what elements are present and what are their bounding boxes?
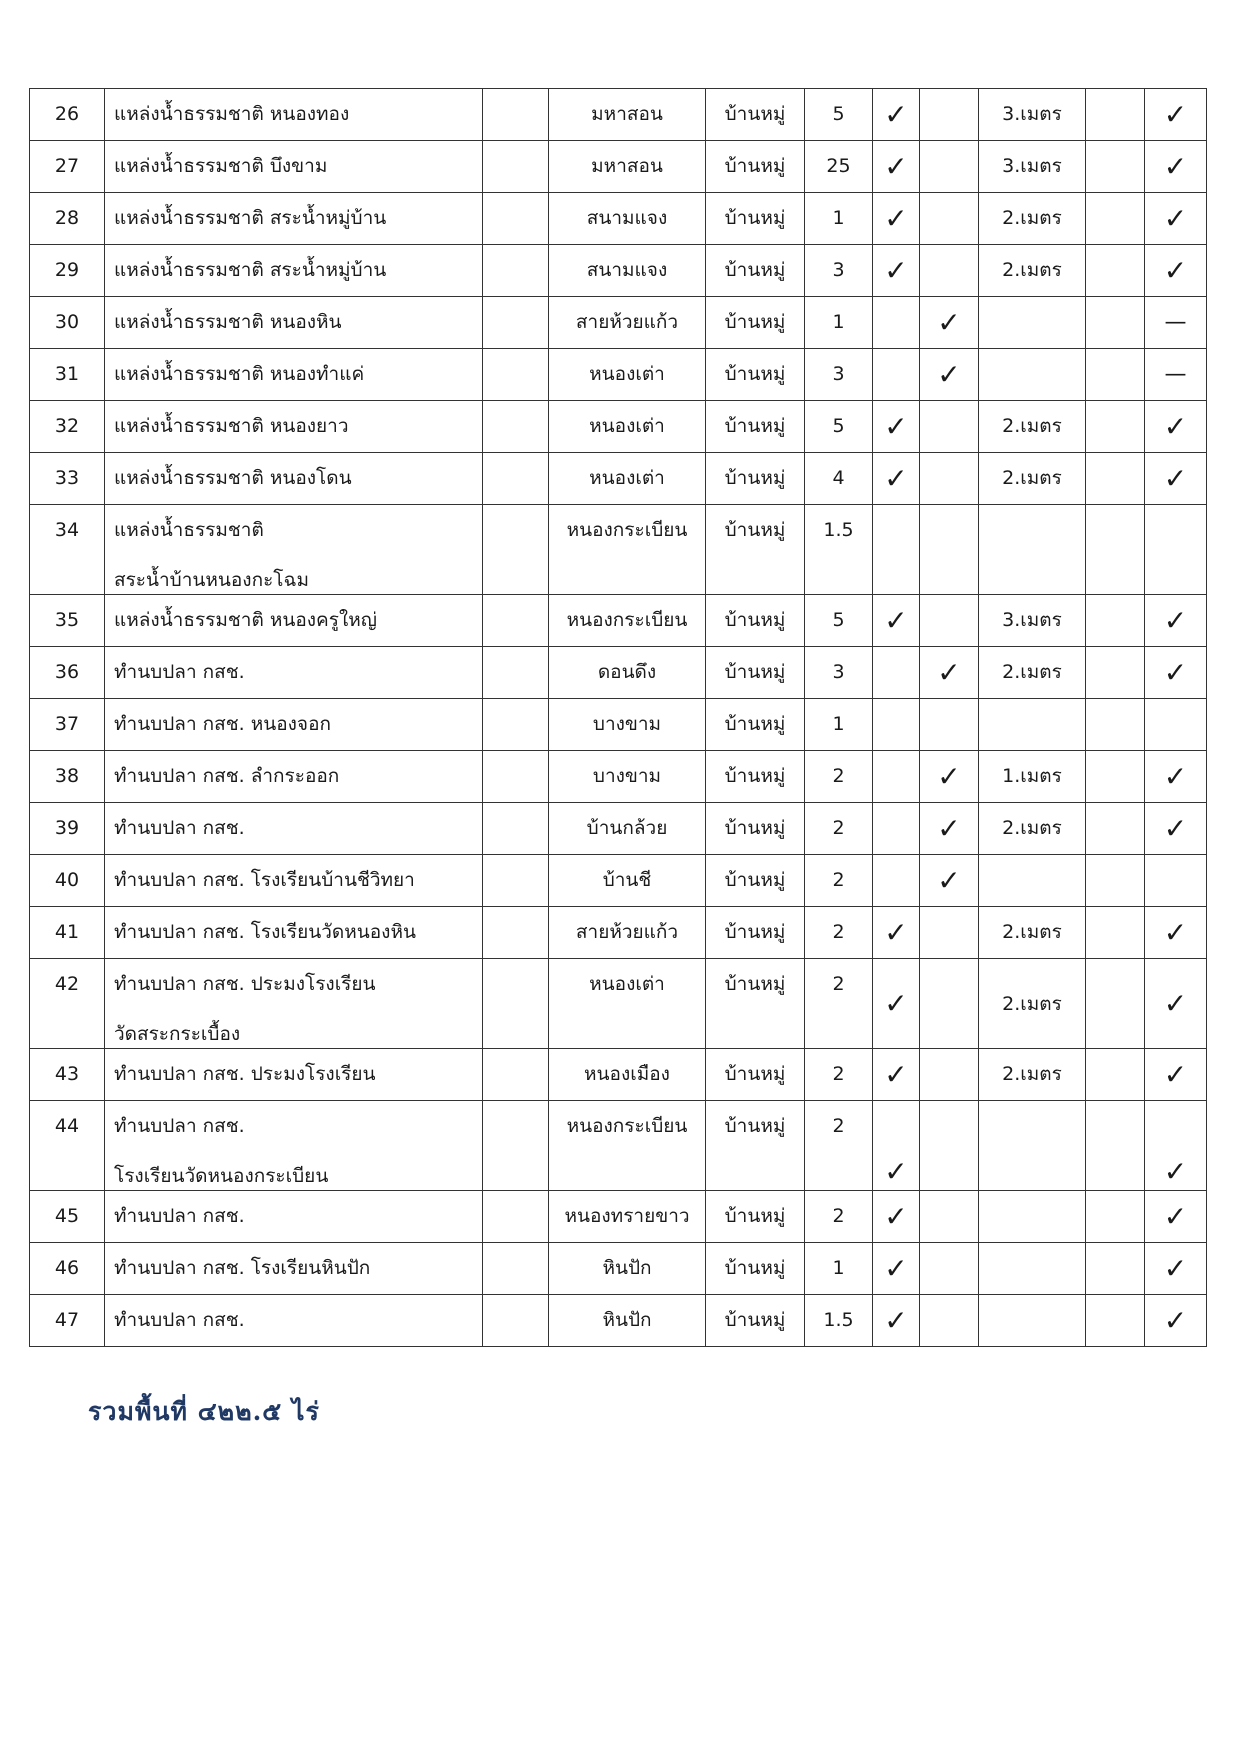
village-label: บ้านหมู่ <box>706 245 805 297</box>
check-mark-1: ✓ <box>873 1243 920 1295</box>
water-sources-table <box>29 88 1207 1347</box>
village-number: 1 <box>805 699 873 751</box>
check-mark-1: ✓ <box>873 959 920 1049</box>
row-number: 45 <box>30 1191 105 1243</box>
check-mark-2 <box>920 141 979 193</box>
check-mark-1 <box>873 297 920 349</box>
village-label: บ้านหมู่ <box>706 1295 805 1347</box>
check-mark-3 <box>1086 1191 1145 1243</box>
name-line: แหล่งน้ำธรรมชาติ หนองทำแค่ <box>114 363 365 385</box>
depth: 2.เมตร <box>979 453 1086 505</box>
subdistrict: บ้านชี <box>549 855 706 907</box>
subdistrict: สายห้วยแก้ว <box>549 907 706 959</box>
subdistrict: หนองเต่า <box>549 401 706 453</box>
water-source-name <box>105 699 483 751</box>
subdistrict: มหาสอน <box>549 141 706 193</box>
water-source-name <box>105 453 483 505</box>
water-source-name <box>105 803 483 855</box>
check-mark-4: ✓ <box>1145 1243 1207 1295</box>
check-mark-2 <box>920 401 979 453</box>
village-label: บ้านหมู่ <box>706 1191 805 1243</box>
check-mark-4: ✓ <box>1145 245 1207 297</box>
water-source-name <box>105 1191 483 1243</box>
blank-cell <box>483 907 549 959</box>
name-line: ทำนบปลา กสช. ประมงโรงเรียน <box>114 1063 376 1085</box>
depth <box>979 505 1086 595</box>
row-number: 34 <box>30 505 105 595</box>
water-source-name <box>105 1049 483 1101</box>
village-number: 1.5 <box>805 505 873 595</box>
depth <box>979 699 1086 751</box>
check-mark-3 <box>1086 647 1145 699</box>
check-mark-2 <box>920 959 979 1049</box>
row-number: 47 <box>30 1295 105 1347</box>
village-label: บ้านหมู่ <box>706 855 805 907</box>
table-row <box>30 1101 1207 1191</box>
table-row <box>30 907 1207 959</box>
total-area: รวมพื้นที่ ๔๒๒.๕ ไร่ <box>88 1397 320 1426</box>
row-number: 26 <box>30 89 105 141</box>
village-label: บ้านหมู่ <box>706 959 805 1049</box>
blank-cell <box>483 505 549 595</box>
check-mark-4: ✓ <box>1145 959 1207 1049</box>
blank-cell <box>483 647 549 699</box>
check-mark-4 <box>1145 699 1207 751</box>
check-mark-2 <box>920 1191 979 1243</box>
blank-cell <box>483 141 549 193</box>
water-source-name <box>105 349 483 401</box>
check-mark-3 <box>1086 1295 1145 1347</box>
village-label: บ้านหมู่ <box>706 89 805 141</box>
table-row <box>30 245 1207 297</box>
table-row <box>30 505 1207 595</box>
check-mark-2: ✓ <box>920 647 979 699</box>
water-source-name <box>105 1295 483 1347</box>
blank-cell <box>483 959 549 1049</box>
check-mark-4: ✓ <box>1145 1101 1207 1191</box>
village-label: บ้านหมู่ <box>706 141 805 193</box>
check-mark-2 <box>920 1049 979 1101</box>
name-line: วัดสระกระเบื้อง <box>114 1023 241 1045</box>
row-number: 36 <box>30 647 105 699</box>
village-label: บ้านหมู่ <box>706 699 805 751</box>
water-source-name <box>105 89 483 141</box>
check-mark-1: ✓ <box>873 907 920 959</box>
water-source-name <box>105 193 483 245</box>
water-source-name <box>105 245 483 297</box>
depth: 3.เมตร <box>979 141 1086 193</box>
check-mark-4: ✓ <box>1145 751 1207 803</box>
village-label: บ้านหมู่ <box>706 1101 805 1191</box>
subdistrict: มหาสอน <box>549 89 706 141</box>
name-line: แหล่งน้ำธรรมชาติ บึงขาม <box>114 155 328 177</box>
water-source-name <box>105 401 483 453</box>
check-mark-1: ✓ <box>873 595 920 647</box>
subdistrict: หินปัก <box>549 1243 706 1295</box>
check-mark-3 <box>1086 193 1145 245</box>
name-line: แหล่งน้ำธรรมชาติ หนองทอง <box>114 103 350 125</box>
row-number: 41 <box>30 907 105 959</box>
village-number: 2 <box>805 1191 873 1243</box>
check-mark-2: ✓ <box>920 297 979 349</box>
subdistrict: หินปัก <box>549 1295 706 1347</box>
village-number: 2 <box>805 959 873 1049</box>
table-row <box>30 141 1207 193</box>
name-line: แหล่งน้ำธรรมชาติ สระน้ำหมู่บ้าน <box>114 259 387 281</box>
check-mark-3 <box>1086 595 1145 647</box>
village-label: บ้านหมู่ <box>706 401 805 453</box>
water-source-name <box>105 959 483 1049</box>
name-line: ทำนบปลา กสช. โรงเรียนบ้านชีวิทยา <box>114 869 415 891</box>
depth: 2.เมตร <box>979 193 1086 245</box>
water-source-name <box>105 907 483 959</box>
village-number: 2 <box>805 803 873 855</box>
blank-cell <box>483 751 549 803</box>
row-number: 42 <box>30 959 105 1049</box>
check-mark-3 <box>1086 1101 1145 1191</box>
depth: 2.เมตร <box>979 959 1086 1049</box>
subdistrict: บางขาม <box>549 751 706 803</box>
subdistrict: หนองเต่า <box>549 349 706 401</box>
village-number: 25 <box>805 141 873 193</box>
village-label: บ้านหมู่ <box>706 453 805 505</box>
name-line: ทำนบปลา กสช. <box>114 1205 245 1227</box>
name-line: โรงเรียนวัดหนองกระเบียน <box>114 1165 329 1187</box>
check-mark-2 <box>920 193 979 245</box>
check-mark-1: ✓ <box>873 193 920 245</box>
check-mark-1 <box>873 505 920 595</box>
village-number: 3 <box>805 647 873 699</box>
row-number: 46 <box>30 1243 105 1295</box>
village-number: 1 <box>805 193 873 245</box>
check-mark-4: ✓ <box>1145 647 1207 699</box>
blank-cell <box>483 401 549 453</box>
table-row <box>30 751 1207 803</box>
name-line: ทำนบปลา กสช. โรงเรียนวัดหนองหิน <box>114 921 416 943</box>
depth: 2.เมตร <box>979 803 1086 855</box>
village-label: บ้านหมู่ <box>706 647 805 699</box>
check-mark-3 <box>1086 89 1145 141</box>
water-source-name <box>105 855 483 907</box>
village-number: 3 <box>805 245 873 297</box>
check-mark-3 <box>1086 141 1145 193</box>
depth <box>979 1243 1086 1295</box>
village-label: บ้านหมู่ <box>706 349 805 401</box>
blank-cell <box>483 1243 549 1295</box>
blank-cell <box>483 89 549 141</box>
depth: 2.เมตร <box>979 647 1086 699</box>
name-line: แหล่งน้ำธรรมชาติ หนองโดน <box>114 467 352 489</box>
check-mark-2 <box>920 89 979 141</box>
check-mark-3 <box>1086 505 1145 595</box>
water-source-name <box>105 505 483 595</box>
water-source-name <box>105 141 483 193</box>
village-label: บ้านหมู่ <box>706 1243 805 1295</box>
blank-cell <box>483 453 549 505</box>
village-number: 3 <box>805 349 873 401</box>
depth <box>979 349 1086 401</box>
name-line: แหล่งน้ำธรรมชาติ หนองยาว <box>114 415 349 437</box>
check-mark-4 <box>1145 505 1207 595</box>
check-mark-1 <box>873 751 920 803</box>
check-mark-2 <box>920 907 979 959</box>
row-number: 31 <box>30 349 105 401</box>
water-source-name <box>105 647 483 699</box>
subdistrict: หนองกระเบียน <box>549 505 706 595</box>
check-mark-2 <box>920 505 979 595</box>
table-row <box>30 699 1207 751</box>
row-number: 28 <box>30 193 105 245</box>
table-row <box>30 1243 1207 1295</box>
check-mark-3 <box>1086 297 1145 349</box>
blank-cell <box>483 855 549 907</box>
village-number: 4 <box>805 453 873 505</box>
subdistrict: บางขาม <box>549 699 706 751</box>
name-line: แหล่งน้ำธรรมชาติ หนองหิน <box>114 311 342 333</box>
check-mark-4: ✓ <box>1145 907 1207 959</box>
row-number: 27 <box>30 141 105 193</box>
row-number: 37 <box>30 699 105 751</box>
check-mark-1 <box>873 699 920 751</box>
village-number: 1.5 <box>805 1295 873 1347</box>
depth: 3.เมตร <box>979 595 1086 647</box>
check-mark-4: ✓ <box>1145 401 1207 453</box>
row-number: 30 <box>30 297 105 349</box>
blank-cell <box>483 245 549 297</box>
village-label: บ้านหมู่ <box>706 297 805 349</box>
check-mark-1 <box>873 349 920 401</box>
blank-cell <box>483 1191 549 1243</box>
village-label: บ้านหมู่ <box>706 595 805 647</box>
check-mark-2 <box>920 245 979 297</box>
check-mark-3 <box>1086 401 1145 453</box>
check-mark-1: ✓ <box>873 1101 920 1191</box>
check-mark-1: ✓ <box>873 1191 920 1243</box>
village-label: บ้านหมู่ <box>706 803 805 855</box>
check-mark-4: ✓ <box>1145 595 1207 647</box>
blank-cell <box>483 193 549 245</box>
check-mark-3 <box>1086 751 1145 803</box>
depth <box>979 297 1086 349</box>
depth <box>979 1295 1086 1347</box>
subdistrict: สายห้วยแก้ว <box>549 297 706 349</box>
village-number: 1 <box>805 297 873 349</box>
blank-cell <box>483 699 549 751</box>
check-mark-4: ✓ <box>1145 1049 1207 1101</box>
check-mark-3 <box>1086 855 1145 907</box>
village-number: 2 <box>805 1049 873 1101</box>
subdistrict: บ้านกล้วย <box>549 803 706 855</box>
row-number: 32 <box>30 401 105 453</box>
subdistrict: ดอนดึง <box>549 647 706 699</box>
name-line: ทำนบปลา กสช. หนองจอก <box>114 713 331 735</box>
check-mark-4: — <box>1145 297 1207 349</box>
row-number: 29 <box>30 245 105 297</box>
check-mark-4: ✓ <box>1145 193 1207 245</box>
check-mark-1: ✓ <box>873 1295 920 1347</box>
subdistrict: สนามแจง <box>549 193 706 245</box>
name-line: แหล่งน้ำธรรมชาติ หนองครูใหญ่ <box>114 609 377 631</box>
blank-cell <box>483 1049 549 1101</box>
name-line: ทำนบปลา กสช. <box>114 1309 245 1331</box>
table-row <box>30 855 1207 907</box>
table-row <box>30 595 1207 647</box>
check-mark-3 <box>1086 1243 1145 1295</box>
subdistrict: หนองกระเบียน <box>549 1101 706 1191</box>
check-mark-3 <box>1086 959 1145 1049</box>
village-label: บ้านหมู่ <box>706 907 805 959</box>
name-line: ทำนบปลา กสช. โรงเรียนหินปัก <box>114 1257 371 1279</box>
subdistrict: สนามแจง <box>549 245 706 297</box>
check-mark-4: ✓ <box>1145 89 1207 141</box>
table-row <box>30 297 1207 349</box>
row-number: 33 <box>30 453 105 505</box>
water-source-name <box>105 751 483 803</box>
water-source-name <box>105 595 483 647</box>
village-label: บ้านหมู่ <box>706 751 805 803</box>
village-number: 5 <box>805 401 873 453</box>
subdistrict: หนองทรายขาว <box>549 1191 706 1243</box>
check-mark-1: ✓ <box>873 141 920 193</box>
table-row <box>30 959 1207 1049</box>
village-number: 1 <box>805 1243 873 1295</box>
name-line: ทำนบปลา กสช. <box>114 661 245 683</box>
table-row <box>30 803 1207 855</box>
subdistrict: หนองกระเบียน <box>549 595 706 647</box>
check-mark-2 <box>920 595 979 647</box>
table-row <box>30 1295 1207 1347</box>
blank-cell <box>483 1295 549 1347</box>
check-mark-2 <box>920 699 979 751</box>
table-row <box>30 349 1207 401</box>
blank-cell <box>483 297 549 349</box>
check-mark-3 <box>1086 245 1145 297</box>
check-mark-3 <box>1086 907 1145 959</box>
row-number: 43 <box>30 1049 105 1101</box>
check-mark-3 <box>1086 453 1145 505</box>
check-mark-1 <box>873 803 920 855</box>
blank-cell <box>483 349 549 401</box>
name-line: ทำนบปลา กสช. <box>114 1115 245 1137</box>
name-line: ทำนบปลา กสช. ลำกระออก <box>114 765 340 787</box>
blank-cell <box>483 803 549 855</box>
village-number: 5 <box>805 595 873 647</box>
subdistrict: หนองเต่า <box>549 453 706 505</box>
depth: 2.เมตร <box>979 907 1086 959</box>
check-mark-2 <box>920 453 979 505</box>
village-label: บ้านหมู่ <box>706 1049 805 1101</box>
table-row <box>30 193 1207 245</box>
check-mark-2: ✓ <box>920 855 979 907</box>
village-label: บ้านหมู่ <box>706 505 805 595</box>
check-mark-1: ✓ <box>873 401 920 453</box>
check-mark-4 <box>1145 855 1207 907</box>
village-label: บ้านหมู่ <box>706 193 805 245</box>
check-mark-3 <box>1086 699 1145 751</box>
check-mark-2: ✓ <box>920 803 979 855</box>
blank-cell <box>483 595 549 647</box>
check-mark-2: ✓ <box>920 349 979 401</box>
check-mark-4: ✓ <box>1145 1191 1207 1243</box>
check-mark-4: — <box>1145 349 1207 401</box>
check-mark-3 <box>1086 349 1145 401</box>
depth: 2.เมตร <box>979 1049 1086 1101</box>
table-row <box>30 647 1207 699</box>
check-mark-1: ✓ <box>873 89 920 141</box>
depth: 2.เมตร <box>979 245 1086 297</box>
village-number: 2 <box>805 907 873 959</box>
depth: 3.เมตร <box>979 89 1086 141</box>
check-mark-1: ✓ <box>873 1049 920 1101</box>
row-number: 40 <box>30 855 105 907</box>
village-number: 2 <box>805 751 873 803</box>
name-line: ทำนบปลา กสช. <box>114 817 245 839</box>
table-row <box>30 401 1207 453</box>
name-line: สระน้ำบ้านหนองกะโฉม <box>114 569 309 591</box>
village-number: 5 <box>805 89 873 141</box>
check-mark-2 <box>920 1243 979 1295</box>
table-row <box>30 89 1207 141</box>
check-mark-1 <box>873 855 920 907</box>
water-source-name <box>105 297 483 349</box>
check-mark-1 <box>873 647 920 699</box>
row-number: 38 <box>30 751 105 803</box>
village-number: 2 <box>805 855 873 907</box>
name-line: แหล่งน้ำธรรมชาติ สระน้ำหมู่บ้าน <box>114 207 387 229</box>
row-number: 35 <box>30 595 105 647</box>
water-source-name <box>105 1101 483 1191</box>
blank-cell <box>483 1101 549 1191</box>
depth: 1.เมตร <box>979 751 1086 803</box>
check-mark-1: ✓ <box>873 245 920 297</box>
check-mark-2 <box>920 1101 979 1191</box>
table-row <box>30 1049 1207 1101</box>
row-number: 44 <box>30 1101 105 1191</box>
check-mark-3 <box>1086 803 1145 855</box>
depth <box>979 1101 1086 1191</box>
check-mark-4: ✓ <box>1145 453 1207 505</box>
row-number: 39 <box>30 803 105 855</box>
depth: 2.เมตร <box>979 401 1086 453</box>
subdistrict: หนองเมือง <box>549 1049 706 1101</box>
check-mark-4: ✓ <box>1145 1295 1207 1347</box>
check-mark-4: ✓ <box>1145 141 1207 193</box>
village-number: 2 <box>805 1101 873 1191</box>
check-mark-2 <box>920 1295 979 1347</box>
table-row <box>30 453 1207 505</box>
depth <box>979 855 1086 907</box>
name-line: ทำนบปลา กสช. ประมงโรงเรียน <box>114 973 376 995</box>
table-body <box>30 89 1207 1347</box>
water-source-name <box>105 1243 483 1295</box>
check-mark-4: ✓ <box>1145 803 1207 855</box>
check-mark-3 <box>1086 1049 1145 1101</box>
depth <box>979 1191 1086 1243</box>
name-line: แหล่งน้ำธรรมชาติ <box>114 519 264 541</box>
check-mark-2: ✓ <box>920 751 979 803</box>
check-mark-1: ✓ <box>873 453 920 505</box>
table-row <box>30 1191 1207 1243</box>
subdistrict: หนองเต่า <box>549 959 706 1049</box>
